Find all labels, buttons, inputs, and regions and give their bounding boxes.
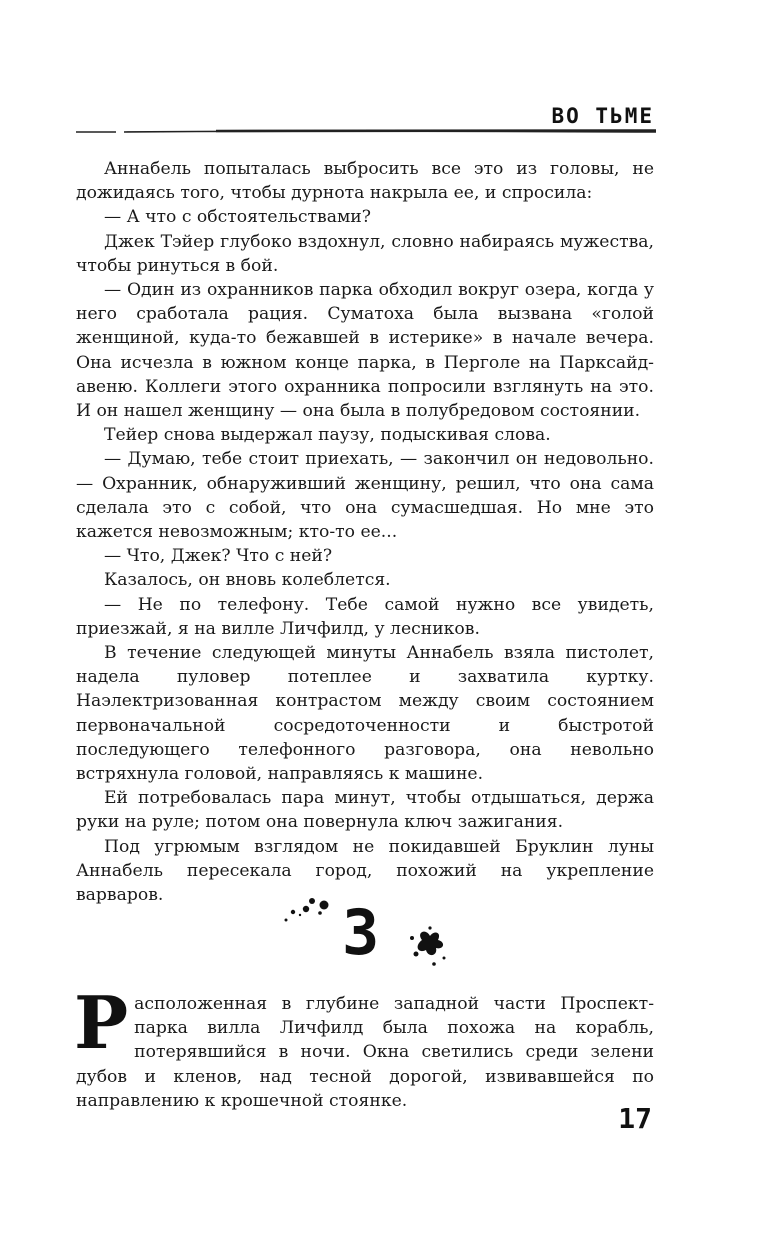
paragraph: Аннабель попыталась выбросить все это из головы, не дожидаясь того, чтобы дурнота накрыла ее, и спросила: <box>76 159 654 204</box>
paragraph: — Один из охранников парка обходил вокруг озера, когда у него сработала рация. Суматоха была вызвана «голой женщиной, куда-то бежавшей в истерике» в начале вечера. Она исчезла в южном конце парка, в Перголе на Парксайд-авеню. Коллеги этого охранника попросили взглянуть на это. И он нашел женщину — она была в полубредовом состоянии. <box>76 280 654 422</box>
header-rule <box>76 126 656 136</box>
running-header: ВО ТЬМЕ <box>551 104 654 128</box>
chapter-number: 3 <box>342 896 380 969</box>
paragraph: В течение следующей минуты Аннабель взяла пистолет, надела пуловер потеплее и захватила куртку. Наэлектризованная контрастом между своим состоянием первоначальной сосредоточенности и быстротой последующего телефонного разговора, она невольно встряхнула головой, направляясь к машине. <box>76 643 654 785</box>
paragraph: Джек Тэйер глубоко вздохнул, словно набираясь мужества, чтобы ринуться в бой. <box>76 231 654 276</box>
paragraph: асположенная в глубине западной части Проспект-парка вилла Личфилд была похожа на корабль, потерявшийся в ночи. Окна светились среди зелени дубов и кленов, над тесной дорогой, извивавшейся по направлению к крошечной стоянке. <box>76 994 654 1111</box>
drop-cap: Р <box>74 980 129 1065</box>
paragraph: — Не по телефону. Тебе самой нужно все увидеть, приезжай, я на вилле Личфилд, у лесников. <box>76 594 654 639</box>
chapter-opening <box>74 980 654 1113</box>
paragraph: Ей потребовалась пара минут, чтобы отдышаться, держа руки на руле; потом она повернула ключ зажигания. <box>76 788 654 833</box>
body-text <box>76 157 654 907</box>
paragraph: — Думаю, тебе стоит приехать, — закончил он недовольно. — Охранник, обнаруживший женщину, решил, что она сама сделала это с собой, что она сумасшедшая. Но мне это кажется невозможным; кто-то ее... <box>76 449 654 543</box>
chapter-heading <box>276 888 466 976</box>
paragraph: — А что с обстоятельствами? <box>104 207 371 228</box>
paragraph: — Что, Джек? Что с ней? <box>104 546 333 567</box>
paragraph: Тейер снова выдержал паузу, подыскивая слова. <box>104 425 551 446</box>
paragraph: Под угрюмым взглядом не покидавшей Бруклин луны Аннабель пересекала город, похожий на укрепление варваров. <box>76 836 654 906</box>
page-number: 17 <box>618 1102 652 1135</box>
paragraph: Казалось, он вновь колеблется. <box>104 570 391 591</box>
